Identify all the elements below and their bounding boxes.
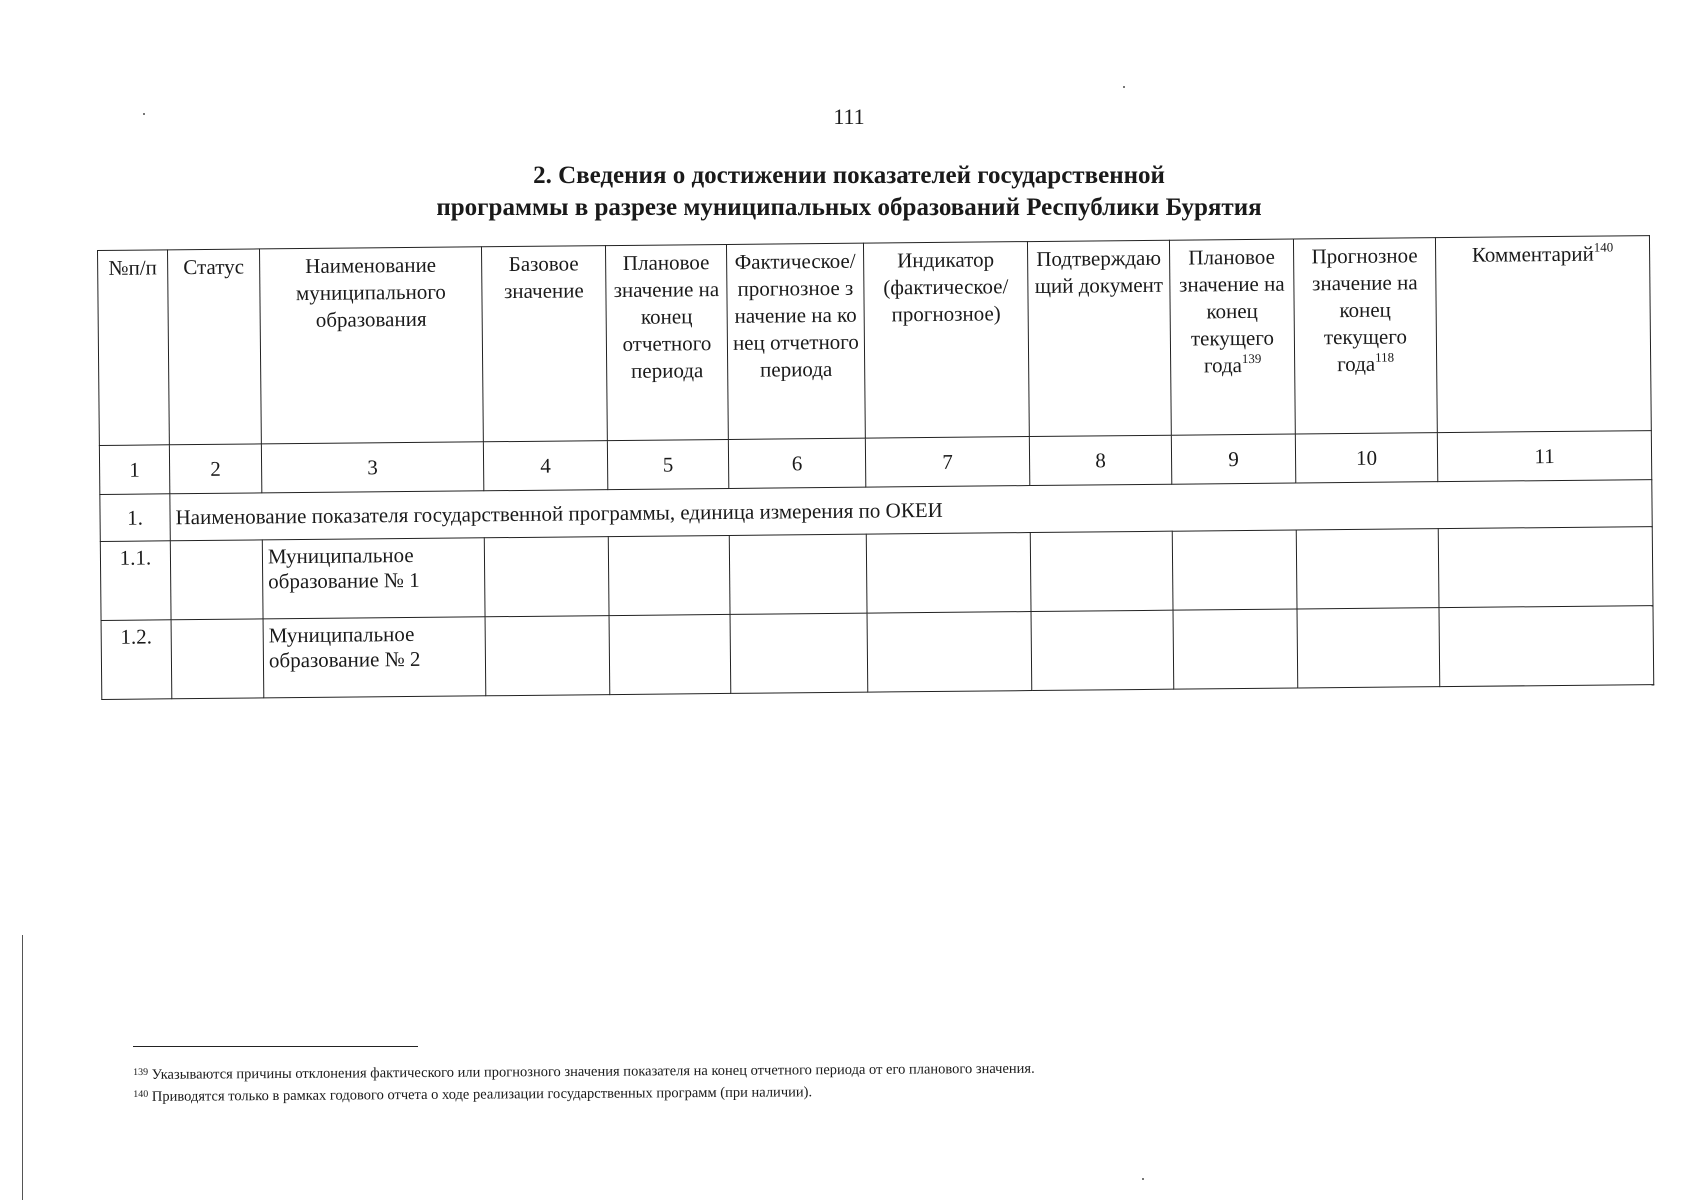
indicators-table-container bbox=[97, 235, 1653, 700]
header-cell-document: Подтверждающий документ bbox=[1027, 240, 1171, 436]
indicators-table bbox=[97, 235, 1654, 700]
title-line-2: программы в разрезе муниципальных образований Республики Бурятия bbox=[436, 194, 1262, 221]
empty-cell bbox=[609, 614, 731, 694]
empty-cell bbox=[1439, 606, 1654, 687]
municipality-name: Муниципальное образование № 1 bbox=[262, 538, 485, 619]
empty-cell bbox=[1438, 527, 1653, 608]
empty-cell bbox=[485, 616, 610, 696]
header-cell-comment: Комментарий$^{140}$ bbox=[1435, 236, 1651, 433]
row-number: 1.1. bbox=[100, 541, 171, 621]
empty-cell bbox=[1031, 610, 1174, 690]
footnote-separator bbox=[133, 1046, 418, 1047]
scan-speck bbox=[143, 113, 145, 115]
footnote-ref-139: 139 bbox=[1241, 350, 1262, 367]
section-label: Наименование показателя государственной программы, единица измерения по ОКЕИ bbox=[170, 480, 1652, 541]
table-row bbox=[101, 606, 1654, 700]
page-number: 111 bbox=[833, 104, 865, 129]
column-number-cell: 3 bbox=[261, 442, 483, 493]
empty-cell bbox=[484, 537, 609, 617]
empty-cell bbox=[608, 535, 730, 615]
empty-cell bbox=[1297, 608, 1440, 688]
column-number-cell: 4 bbox=[483, 441, 607, 491]
status-cell bbox=[170, 540, 263, 620]
footnote-mark: 139 bbox=[133, 1066, 149, 1078]
column-number-cell: 9 bbox=[1171, 434, 1295, 484]
empty-cell bbox=[867, 612, 1032, 693]
header-cell-base-value: Базовое значение bbox=[481, 246, 607, 442]
header-cell-forecast-year: Прогнозное значение на конец текущего года$^{118}$ bbox=[1293, 238, 1437, 434]
header-cell-number: №п/п bbox=[98, 250, 170, 446]
footnotes bbox=[133, 1054, 1533, 1108]
empty-cell bbox=[1173, 609, 1298, 689]
scan-speck bbox=[1123, 86, 1125, 88]
column-number-cell: 8 bbox=[1029, 435, 1171, 485]
column-number-cell: 5 bbox=[607, 439, 728, 489]
footnote-text: Приводятся только в рамках годового отчета о ходе реализации государственных программ (при наличии). bbox=[151, 1084, 813, 1105]
header-row bbox=[98, 236, 1652, 446]
header-cell-status: Статус bbox=[168, 249, 262, 445]
section-number: 1. bbox=[100, 494, 170, 542]
footnote-text: Указываются причины отклонения фактического или прогнозного значения показателя на конец отчетного периода от его планового значения. bbox=[151, 1060, 1035, 1083]
scan-speck bbox=[1142, 1178, 1144, 1180]
scan-margin-line bbox=[22, 935, 23, 1200]
header-cell-municipality: Наименование муниципального образования bbox=[259, 247, 483, 444]
row-number: 1.2. bbox=[101, 620, 172, 700]
empty-cell bbox=[729, 534, 867, 614]
header-cell-planned-period: Плановое значение на конец отчетного периода bbox=[605, 244, 728, 440]
column-number-cell: 6 bbox=[728, 438, 865, 488]
empty-cell bbox=[1172, 530, 1297, 610]
status-cell bbox=[171, 619, 264, 699]
empty-cell bbox=[866, 533, 1031, 614]
column-number-cell: 10 bbox=[1295, 433, 1437, 483]
empty-cell bbox=[730, 613, 868, 693]
column-number-cell: 7 bbox=[865, 437, 1029, 488]
municipality-name: Муниципальное образование № 2 bbox=[263, 617, 486, 698]
footnote-ref-140: 140 bbox=[1593, 239, 1614, 255]
empty-cell bbox=[1030, 531, 1173, 611]
header-cell-indicator: Индикатор (фактическое/ прогнозное) bbox=[863, 242, 1029, 439]
column-number-cell: 11 bbox=[1437, 431, 1651, 482]
header-cell-planned-year: Плановое значение на конец текущего года$^{139}$ bbox=[1169, 239, 1295, 435]
footnote-ref-118: 118 bbox=[1375, 349, 1395, 365]
document-title bbox=[0, 160, 1698, 224]
footnote-mark: 140 bbox=[133, 1088, 149, 1100]
column-number-cell: 2 bbox=[169, 444, 261, 494]
column-number-cell: 1 bbox=[99, 445, 169, 495]
header-cell-actual-period: Фактическое/прогнозное значение на конец отчетного периода bbox=[726, 243, 865, 439]
table-row bbox=[100, 527, 1653, 621]
empty-cell bbox=[1296, 529, 1439, 609]
title-line-1: 2. Сведения о достижении показателей государственной bbox=[533, 162, 1165, 189]
